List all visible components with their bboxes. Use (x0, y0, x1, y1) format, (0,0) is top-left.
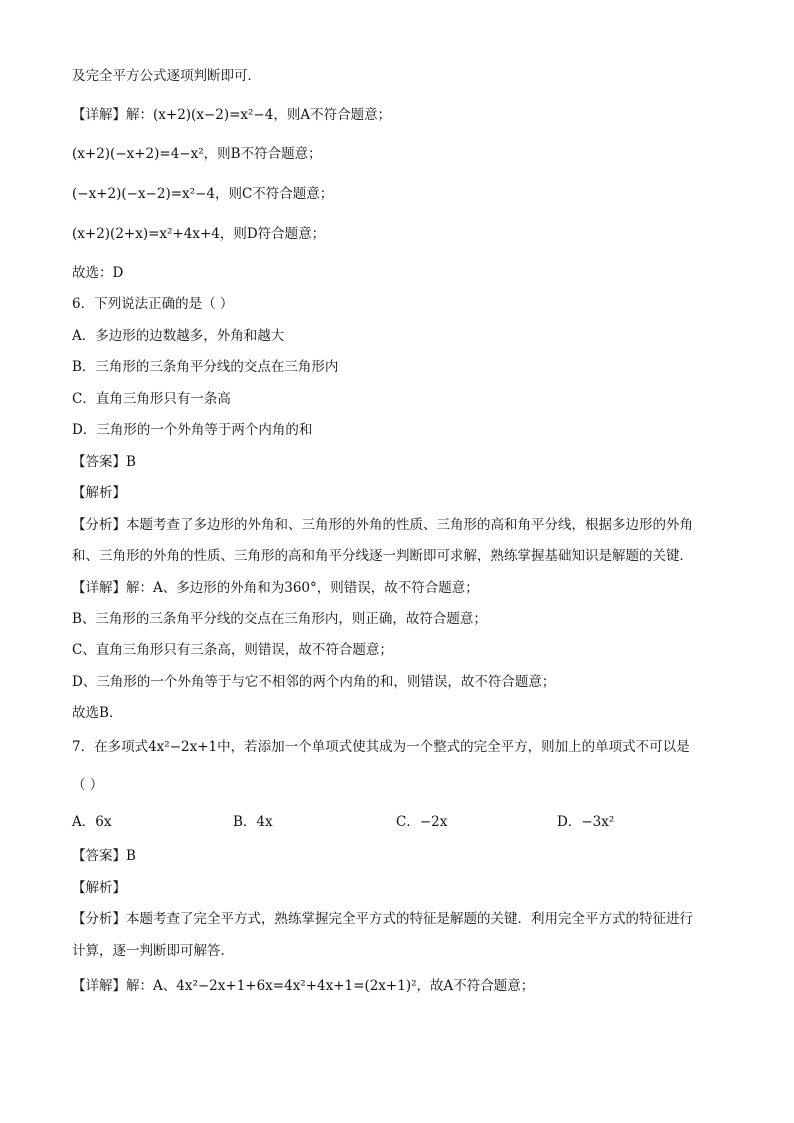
choice-result: 故选：D (72, 265, 124, 281)
question-7-option-d: D．−3x² (557, 814, 615, 830)
question-6-option-c: C．直角三角形只有一条高 (72, 391, 231, 407)
question-6-option-a: A．多边形的边数越多，外角和越大 (72, 328, 285, 344)
question-6-option-d: D．三角形的一个外角等于两个内角的和 (72, 422, 313, 438)
question-7-option-c: C．−2x (396, 814, 448, 830)
detail-text: B、三角形的三条角平分线的交点在三角形内，则正确，故符合题意； (72, 611, 487, 627)
text-line: 及完全平方公式逐项判断即可． (72, 68, 261, 84)
analysis-text: 和、三角形的外角的性质、三角形的高和角平分线逐一判断即可求解，熟练掌握基础知识是解题的关键． (72, 548, 693, 564)
question-6-option-b: B．三角形的三条角平分线的交点在三角形内 (72, 359, 339, 375)
detail-text: 【详解】解：A、多边形的外角和为360°，则错误，故不符合题意； (72, 580, 479, 596)
analysis-text: 【分析】本题考查了完全平方式，熟练掌握完全平方式的特征是解题的关键．利用完全平方式的特征进行 (72, 911, 693, 927)
choice-result: 故选B． (72, 705, 123, 721)
answer-label: 【答案】B (72, 454, 136, 470)
question-7-option-b: B．4x (233, 814, 273, 830)
analysis-label: 【解析】 (72, 880, 126, 896)
detail-text: 【详解】解：A、4x²−2x+1+6x=4x²+4x+1=(2x+1)²，故A不符合题意； (72, 978, 535, 994)
analysis-label: 【解析】 (72, 485, 126, 501)
question-6-stem: 6．下列说法正确的是（ ） (72, 296, 234, 312)
solution-step-c: (−x+2)(−x−2)=x²−4，则C不符合题意； (72, 186, 334, 202)
solution-step-d: (x+2)(2+x)=x²+4x+4，则D符合题意； (72, 226, 326, 242)
analysis-text: 【分析】本题考查了多边形的外角和、三角形的外角的性质、三角形的高和角平分线，根据多边形的外角 (72, 517, 693, 533)
analysis-text: 计算，逐一判断即可解答． (72, 943, 234, 959)
detail-text: C、直角三角形只有三条高，则错误，故不符合题意； (72, 642, 393, 658)
solution-detail: 【详解】解：(x+2)(x−2)=x²−4，则A不符合题意； (72, 107, 392, 123)
question-7-stem: 7．在多项式4x²−2x+1中，若添加一个单项式使其成为一个整式的完全平方，则加上的单项式不可以是 (72, 739, 690, 755)
answer-label: 【答案】B (72, 848, 136, 864)
question-7-paren: （ ） (72, 777, 104, 793)
detail-text: D、三角形的一个外角等于与它不相邻的两个内角的和，则错误，故不符合题意； (72, 674, 556, 690)
solution-step-b: (x+2)(−x+2)=4−x²，则B不符合题意； (72, 146, 322, 162)
question-7-option-a: A．6x (72, 814, 112, 830)
